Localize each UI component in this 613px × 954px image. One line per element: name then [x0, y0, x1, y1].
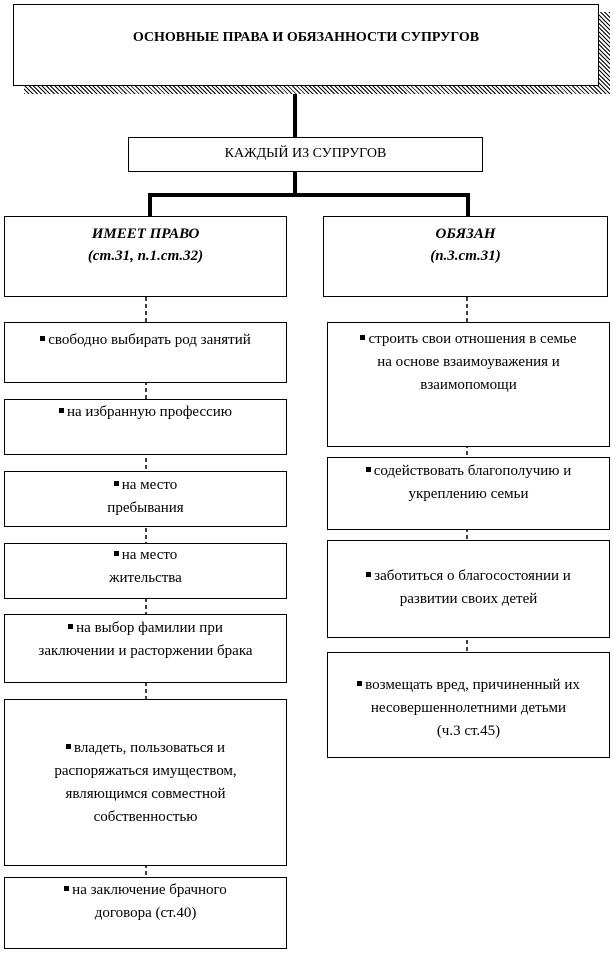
item-line: пребывания	[107, 500, 184, 516]
item-line: на основе взаимоуважения и	[377, 354, 560, 370]
duties-item	[327, 540, 610, 638]
duties-item	[327, 457, 610, 530]
duties-header-ref: (п.3.ст.31)	[430, 248, 501, 264]
item-line	[328, 460, 609, 483]
item-line	[5, 329, 286, 352]
bullet-icon	[66, 744, 71, 749]
subject-label: КАЖДЫЙ ИЗ СУПРУГОВ	[224, 146, 387, 161]
rights-item	[4, 399, 287, 455]
bullet-icon	[40, 336, 45, 341]
item-line	[328, 328, 609, 351]
item-line: несовершеннолетними детьми	[370, 700, 567, 716]
duties-item	[327, 652, 610, 758]
rights-item	[4, 471, 287, 527]
item-line	[5, 879, 286, 902]
item-line: являющимся совместной	[65, 786, 226, 802]
bullet-icon	[366, 467, 371, 472]
bullet-icon	[68, 624, 73, 629]
duties-header-title: ОБЯЗАН	[435, 226, 496, 242]
item-text: свободно выбирать род занятий	[48, 332, 251, 348]
item-text: на место	[121, 477, 178, 493]
item-line: собственностью	[93, 809, 198, 825]
item-line: жительства	[109, 570, 182, 586]
rights-header-box	[4, 216, 287, 297]
item-line	[5, 617, 286, 640]
item-text: на место	[121, 547, 178, 563]
bullet-icon	[357, 681, 362, 686]
bullet-icon	[114, 481, 119, 486]
item-text: на заключение брачного	[72, 882, 227, 898]
item-text: заботиться о благосостоянии и	[374, 568, 571, 584]
bullet-icon	[360, 335, 365, 340]
connector-horizontal-branch	[148, 193, 468, 197]
item-line: заключении и расторжении брака	[38, 643, 253, 659]
item-text: содействовать благополучию и	[373, 463, 572, 479]
rights-item	[4, 322, 287, 383]
connector-branch-to-duties	[466, 193, 470, 217]
item-text: строить свои отношения в семье	[368, 331, 577, 347]
bullet-icon	[59, 408, 64, 413]
item-line: укреплению семьи	[408, 486, 529, 502]
bullet-icon	[114, 551, 119, 556]
title-box	[13, 4, 599, 86]
rights-item	[4, 877, 287, 949]
item-line: взаимопомощи	[420, 377, 517, 393]
connector-subject-down	[293, 171, 297, 195]
connector-branch-to-rights	[148, 193, 152, 217]
item-text: владеть, пользоваться и	[73, 740, 226, 756]
duties-item	[327, 322, 610, 447]
bullet-icon	[366, 572, 371, 577]
item-text: возмещать вред, причиненный их	[365, 677, 580, 693]
item-line: (ч.3 ст.45)	[436, 723, 501, 739]
item-line: договора (ст.40)	[94, 905, 197, 921]
subject-box	[128, 137, 483, 172]
rights-item	[4, 614, 287, 683]
item-line: развитии своих детей	[399, 591, 538, 607]
item-line	[328, 674, 609, 697]
item-line: распоряжаться имуществом,	[54, 763, 237, 779]
rights-item	[4, 699, 287, 866]
rights-header-title: ИМЕЕТ ПРАВО	[91, 226, 200, 242]
item-line	[5, 401, 286, 424]
item-line	[328, 565, 609, 588]
diagram-title: ОСНОВНЫЕ ПРАВА И ОБЯЗАННОСТИ СУПРУГОВ	[132, 30, 480, 45]
duties-header-box	[323, 216, 608, 297]
rights-header-ref: (ст.31, п.1.ст.32)	[87, 248, 204, 264]
rights-item	[4, 543, 287, 599]
item-text: на выбор фамилии при	[76, 620, 223, 636]
item-line	[5, 474, 286, 497]
item-line	[5, 544, 286, 567]
item-line	[5, 737, 286, 760]
item-text: на избранную профессию	[66, 404, 232, 420]
bullet-icon	[64, 886, 69, 891]
